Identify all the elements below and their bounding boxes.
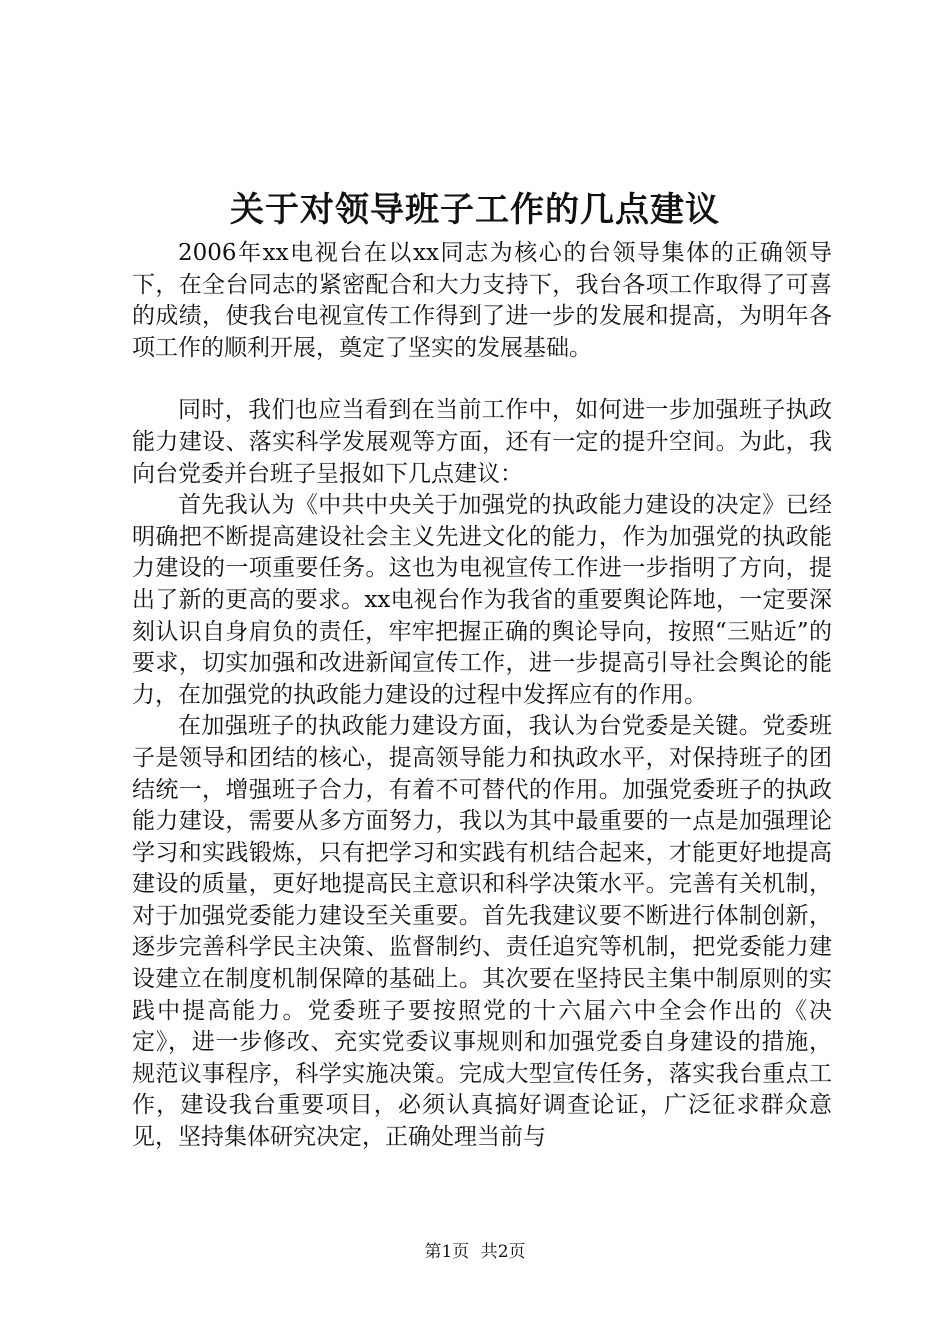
document-title: 关于对领导班子工作的几点建议 bbox=[230, 190, 720, 230]
paragraph-1: 2006年xx电视台在以xx同志为核心的台领导集体的正确领导下，在全台同志的紧密配合和大力支持下，我台各项工作取得了可喜的成绩，使我台电视宣传工作得到了进一步的发展和提高，为明年各项工作的顺利开展，奠定了坚实的发展基础。 bbox=[132, 240, 832, 361]
paragraph-2: 同时，我们也应当看到在当前工作中，如何进一步加强班子执政能力建设、落实科学发展观等方面，还有一定的提升空间。为此，我向台党委并台班子呈报如下几点建议： bbox=[132, 397, 832, 487]
page-footer bbox=[0, 1240, 950, 1264]
paragraph-spacer bbox=[132, 364, 832, 395]
page-total: 共2页 bbox=[480, 1242, 526, 1262]
page-number: 第1页 bbox=[424, 1242, 470, 1262]
paragraph-4: 在加强班子的执政能力建设方面，我认为台党委是关键。党委班子是领导和团结的核心，提高领导能力和执政水平，对保持班子的团结统一，增强班子合力，有着不可替代的作用。加强党委班子的执政能力建设，需要从多方面努力，我以为其中最重要的一点是加强理论学习和实践锻炼，只有把学习和实践有机结合起来，才能更好地提高建设的质量，更好地提高民主意识和科学决策水平。完善有关机制，对于加强党委能力建设至关重要。首先我建议要不断进行体制创新，逐步完善科学民主决策、监督制约、责任追究等机制，把党委能力建设建立在制度机制保障的基础上。其次要在坚持民主集中制原则的实践中提高能力。党委班子要按照党的十六届六中全会作出的《决定》，进一步修改、充实党委议事规则和加强党委自身建设的措施，规范议事程序，科学实施决策。完成大型宣传任务，落实我台重点工作，建设我台重要项目，必须认真搞好调查论证，广泛征求群众意见，坚持集体研究决定，正确处理当前与 bbox=[132, 713, 832, 1151]
document-body bbox=[132, 238, 832, 1154]
paragraph-3: 首先我认为《中共中央关于加强党的执政能力建设的决定》已经明确把不断提高建设社会主义先进文化的能力，作为加强党的执政能力建设的一项重要任务。这也为电视宣传工作进一步指明了方向，提出了新的更高的要求。xx电视台作为我省的重要舆论阵地，一定要深刻认识自身肩负的责任，牢牢把握正确的舆论导向，按照“三贴近”的要求，切实加强和改进新闻宣传工作，进一步提高引导社会舆论的能力，在加强党的执政能力建设的过程中发挥应有的作用。 bbox=[132, 492, 832, 708]
